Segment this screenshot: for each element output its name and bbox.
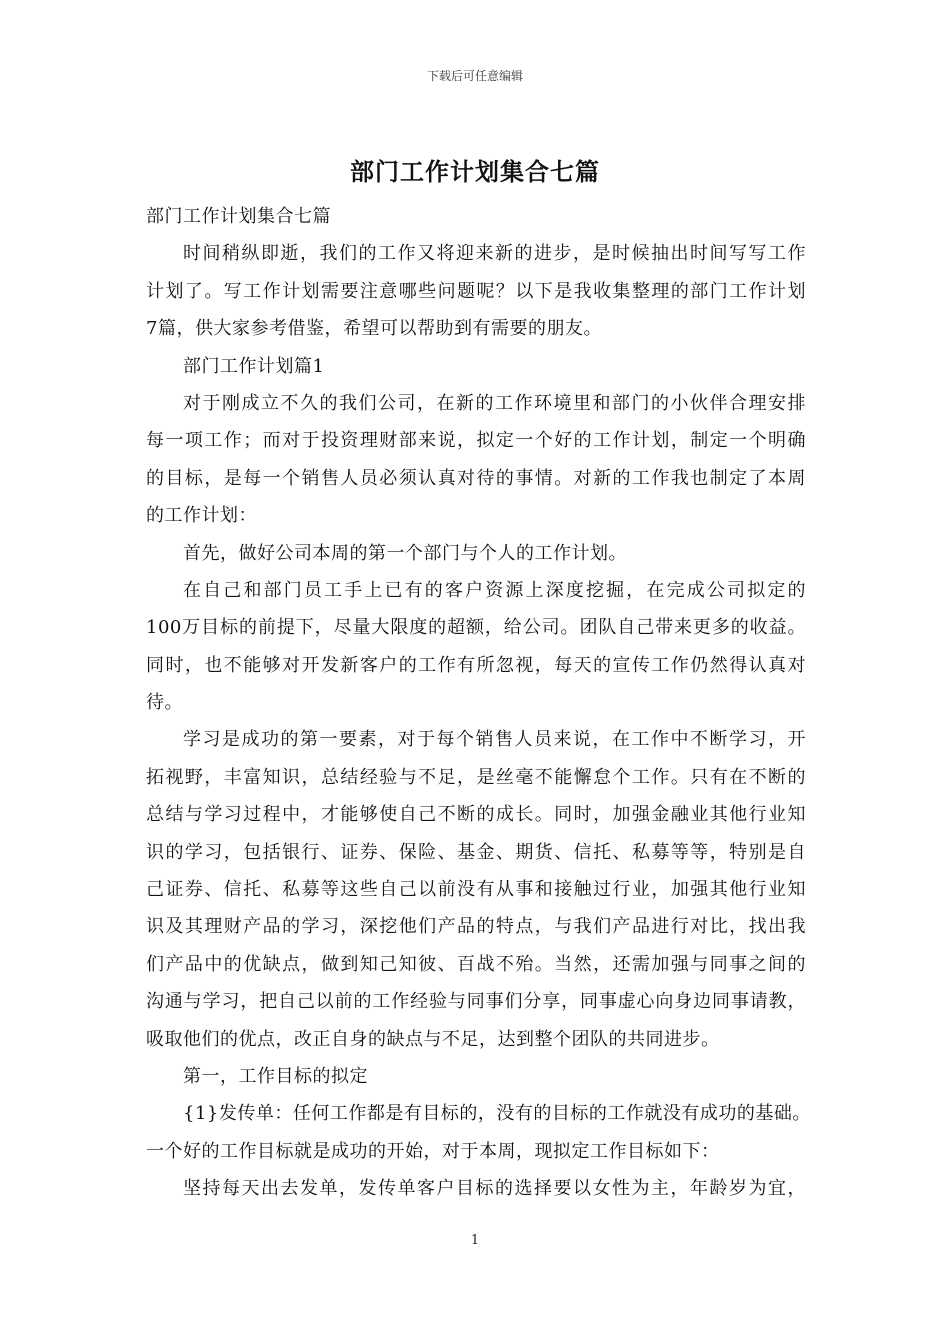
text-line: 坚持每天出去发单，发传单客户目标的选择要以女性为主，年龄岁为宜， — [183, 1178, 806, 1200]
text-line: 的目标，是每一个销售人员必须认真对待的事情。对新的工作我也制定了本周 — [146, 467, 806, 489]
text-line: 一个好的工作目标就是成功的开始，对于本周，现拟定工作目标如下： — [146, 1140, 720, 1162]
text-line: 学习是成功的第一要素，对于每个销售人员来说，在工作中不断学习，开 — [183, 729, 806, 751]
text-line: 第一，工作目标的拟定 — [183, 1065, 368, 1087]
text-line: 们产品中的优缺点，做到知己知彼、百战不殆。当然，还需加强与同事之间的 — [146, 953, 806, 975]
text-line: 总结与学习过程中，才能够使自己不断的成长。同时，加强金融业其他行业知 — [146, 804, 806, 826]
text-line: 部门工作计划集合七篇 — [146, 206, 331, 227]
text-line: 拓视野，丰富知识，总结经验与不足，是丝毫不能懈怠个工作。只有在不断的 — [146, 766, 806, 788]
text-line: 首先，做好公司本周的第一个部门与个人的工作计划。 — [183, 542, 627, 564]
text-line: 部门工作计划篇1 — [183, 355, 325, 377]
text-line: 每一项工作；而对于投资理财部来说，拟定一个好的工作计划，制定一个明确 — [146, 430, 806, 452]
text-line: 同时，也不能够对开发新客户的工作有所忽视，每天的宣传工作仍然得认真对 — [146, 654, 806, 676]
document-title: 部门工作计划集合七篇 — [350, 157, 600, 186]
document-body — [146, 198, 811, 1208]
text-line: 吸取他们的优点，改正自身的缺点与不足，达到整个团队的共同进步。 — [146, 1028, 720, 1050]
text-line: 在自己和部门员工手上已有的客户资源上深度挖掘，在完成公司拟定的 — [183, 579, 806, 601]
text-line: 100万目标的前提下，尽量大限度的超额，给公司。团队自己带来更多的收益。 — [146, 617, 806, 639]
page-number: 1 — [470, 1233, 480, 1248]
text-line: 的工作计划： — [146, 505, 257, 527]
text-line: 沟通与学习，把自己以前的工作经验与同事们分享，同事虚心向身边同事请教， — [146, 991, 806, 1013]
text-line: 待。 — [146, 692, 183, 714]
header-note: 下载后可任意编辑 — [426, 69, 523, 83]
text-line: {1}发传单：任何工作都是有目标的，没有的目标的工作就没有成功的基础。 — [183, 1103, 811, 1125]
text-line: 己证券、信托、私募等这些自己以前没有从事和接触过行业，加强其他行业知 — [146, 879, 806, 901]
text-line: 识及其理财产品的学习，深挖他们产品的特点，与我们产品进行对比，找出我 — [146, 916, 806, 938]
text-line: 对于刚成立不久的我们公司，在新的工作环境里和部门的小伙伴合理安排 — [183, 392, 806, 414]
text-line: 时间稍纵即逝，我们的工作又将迎来新的进步，是时候抽出时间写写工作 — [183, 243, 806, 265]
text-line: 计划了。写工作计划需要注意哪些问题呢？以下是我收集整理的部门工作计划 — [146, 280, 806, 302]
text-line: 识的学习，包括银行、证券、保险、基金、期货、信托、私募等等，特别是自 — [146, 841, 806, 863]
text-line: 7篇，供大家参考借鉴，希望可以帮助到有需要的朋友。 — [146, 318, 602, 340]
